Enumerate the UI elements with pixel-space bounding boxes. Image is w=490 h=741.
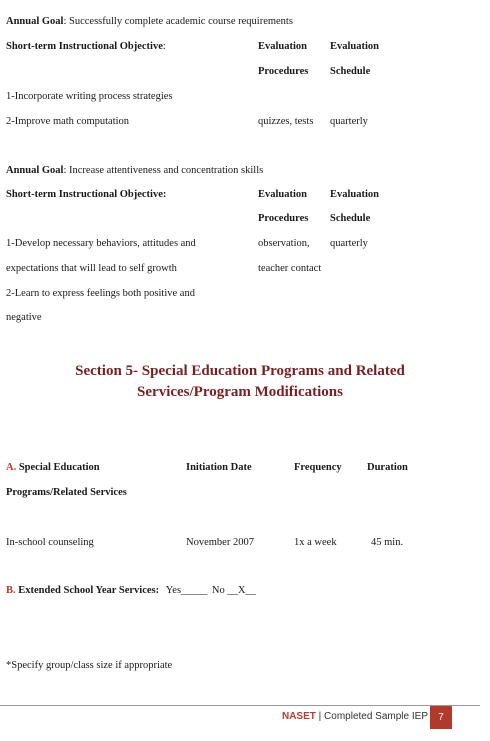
annual-goal-text: : Increase attentiveness and concentration skills xyxy=(63,165,264,176)
footer-title xyxy=(282,711,428,722)
objective-procedure: observation, xyxy=(258,238,310,249)
objective-header-colon: : xyxy=(162,41,166,52)
annual-goal-label: Annual Goal xyxy=(6,16,64,27)
section-letter-b: B. xyxy=(6,585,16,596)
section-title xyxy=(0,361,480,403)
objective-item: 2-Improve math computation xyxy=(6,116,130,127)
section-letter-a: A. xyxy=(6,462,17,473)
footer-separator: | xyxy=(315,711,325,722)
page-number: 7 xyxy=(430,706,452,729)
eval-procedures-header: Evaluation xyxy=(258,41,308,52)
objective-item: 1-Develop necessary behaviors, attitudes and xyxy=(6,238,196,249)
eval-schedule-header: Evaluation xyxy=(330,41,380,52)
footnote: *Specify group/class size if appropriate xyxy=(6,660,173,671)
objective-item-continued: expectations that will lead to self growth xyxy=(6,263,177,274)
annual-goal-label: Annual Goal xyxy=(6,165,64,176)
objective-item-continued: negative xyxy=(6,312,42,323)
objective-header-label: Short-term Instructional Objective xyxy=(6,41,163,52)
eval-schedule-header-line2: Schedule xyxy=(330,213,371,224)
objective-schedule: quarterly xyxy=(330,116,368,127)
services-header-line2: Programs/Related Services xyxy=(6,487,127,498)
eval-schedule-header: Evaluation xyxy=(330,189,380,200)
footer-doc-title: Completed Sample IEP xyxy=(324,711,428,722)
col-duration: Duration xyxy=(367,462,408,473)
footer-divider xyxy=(0,705,480,706)
objective-procedure: quizzes, tests xyxy=(258,116,314,127)
service-frequency: 1x a week xyxy=(294,537,337,548)
services-header-label: Special Education xyxy=(18,462,100,473)
service-initiation: November 2007 xyxy=(186,537,254,548)
service-name: In-school counseling xyxy=(6,537,94,548)
extended-year-label: Extended School Year Services: xyxy=(18,585,160,596)
objective-item: 1-Incorporate writing process strategies xyxy=(6,91,173,102)
footer-brand: NASET xyxy=(281,711,316,722)
eval-procedures-header-line2: Procedures xyxy=(258,66,309,77)
eval-schedule-header-line2: Schedule xyxy=(330,66,371,77)
extended-year-yes: Yes_____ xyxy=(165,585,208,596)
annual-goal-1 xyxy=(6,16,293,27)
objective-procedure-continued: teacher contact xyxy=(258,263,322,274)
objective-header xyxy=(6,41,166,52)
eval-procedures-header: Evaluation xyxy=(258,189,308,200)
extended-year-no-mark: __X__ xyxy=(227,585,256,596)
col-frequency: Frequency xyxy=(294,462,342,473)
extended-year-no: No xyxy=(211,585,225,596)
section-title-line2: Services/Program Modifications xyxy=(137,384,343,400)
objective-item: 2-Learn to express feelings both positive and xyxy=(6,288,195,299)
annual-goal-text: : Successfully complete academic course requirements xyxy=(63,16,293,27)
services-header xyxy=(6,462,100,473)
service-duration: 45 min. xyxy=(371,537,404,548)
objective-schedule: quarterly xyxy=(330,238,368,249)
annual-goal-2 xyxy=(6,165,263,176)
eval-procedures-header-line2: Procedures xyxy=(258,213,309,224)
col-initiation-date: Initiation Date xyxy=(186,462,252,473)
extended-school-year xyxy=(6,585,256,596)
objective-header: Short-term Instructional Objective: xyxy=(6,189,167,200)
section-title-line1: Section 5- Special Education Programs and Related xyxy=(75,363,405,379)
